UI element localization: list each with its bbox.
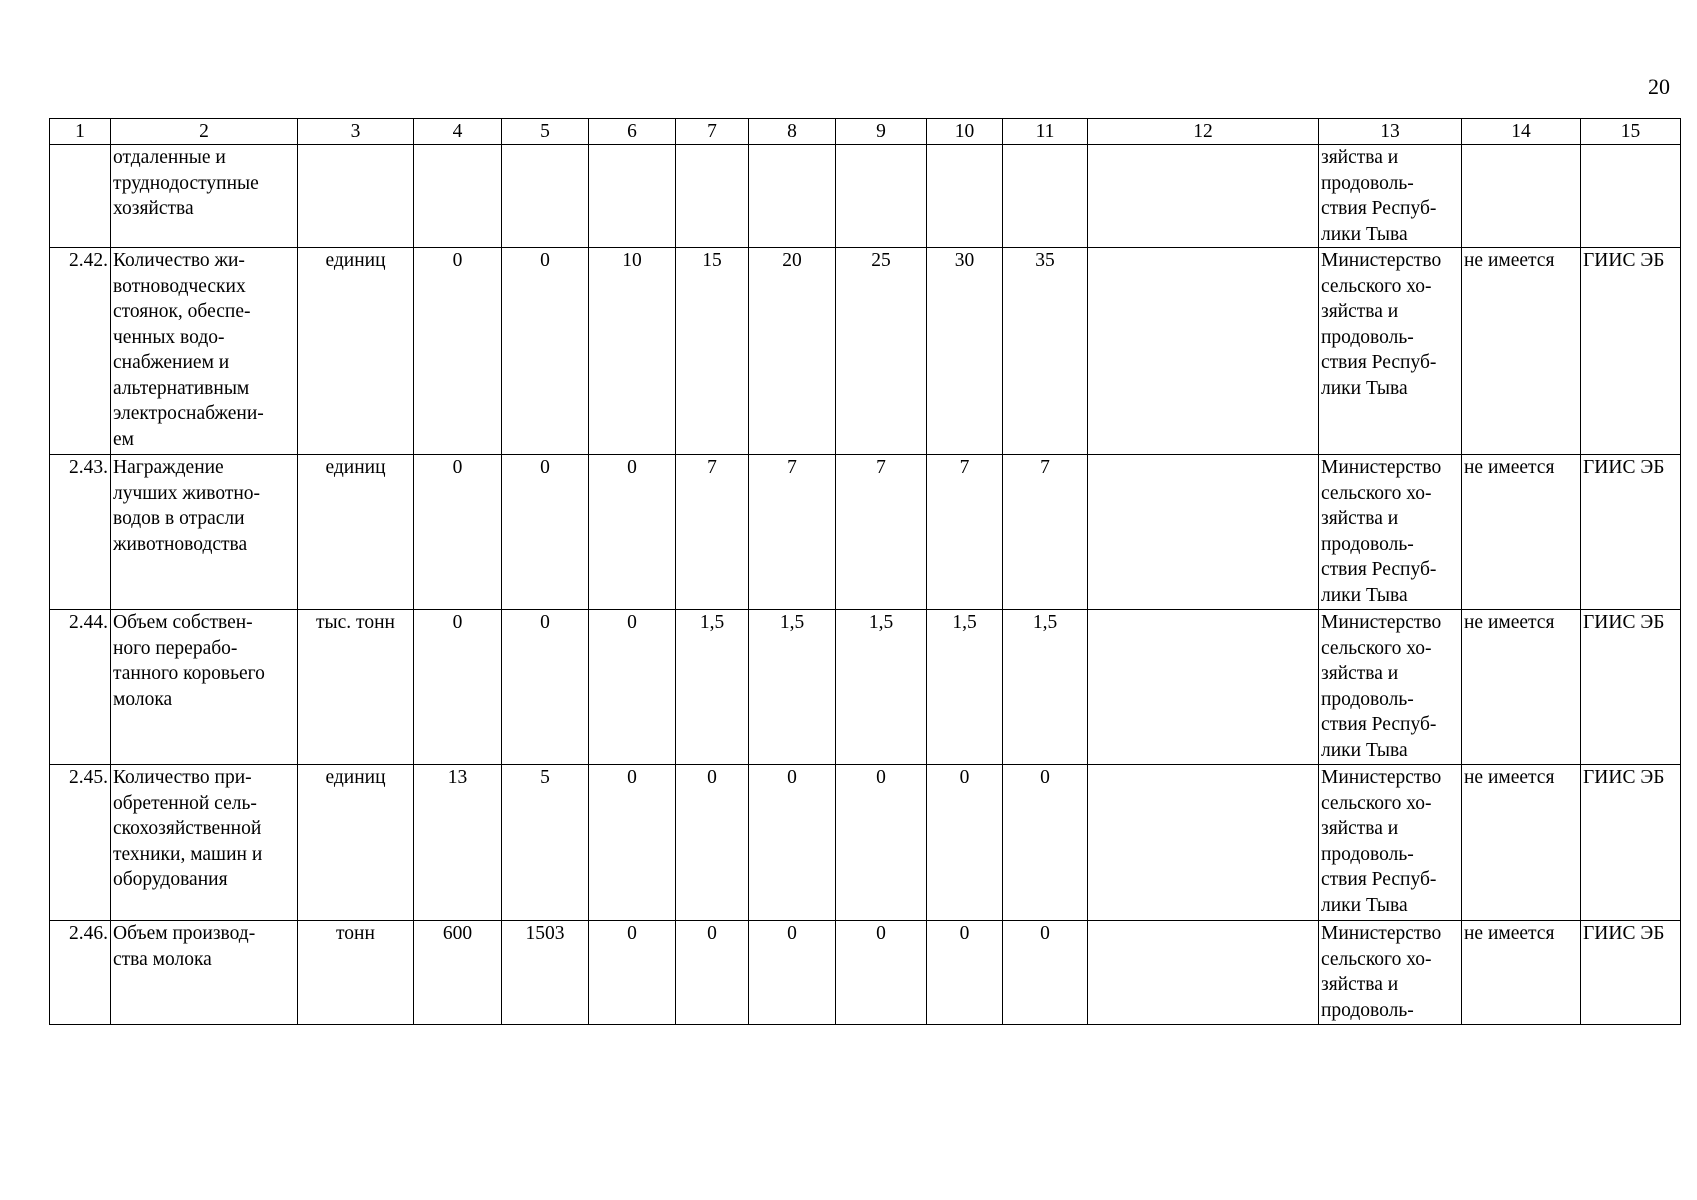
value-cell: 7 <box>749 455 836 610</box>
value-cell: 0 <box>589 765 676 921</box>
value-cell: 13 <box>414 765 502 921</box>
value-cell: 0 <box>927 765 1003 921</box>
indicator-name-cell: отдаленные и труднодоступные хозяйства <box>111 145 298 248</box>
column-number: 8 <box>749 119 836 145</box>
indicator-name-cell: Объем собствен- ного перерабо- танного коровьего молока <box>111 610 298 765</box>
column-number: 6 <box>589 119 676 145</box>
value-cell: 7 <box>927 455 1003 610</box>
value-cell <box>749 145 836 248</box>
info-system-cell: ГИИС ЭБ <box>1581 610 1681 765</box>
column-number: 4 <box>414 119 502 145</box>
value-cell: 600 <box>414 921 502 1025</box>
empty-cell <box>1088 248 1319 455</box>
unit-cell: тонн <box>298 921 414 1025</box>
value-cell: 1,5 <box>676 610 749 765</box>
value-cell: 10 <box>589 248 676 455</box>
unit-cell: единиц <box>298 765 414 921</box>
value-cell: 0 <box>1003 921 1088 1025</box>
value-cell: 0 <box>502 248 589 455</box>
value-cell <box>414 145 502 248</box>
unit-cell: тыс. тонн <box>298 610 414 765</box>
table-row <box>50 765 1681 921</box>
value-cell: 0 <box>502 455 589 610</box>
value-cell: 0 <box>589 921 676 1025</box>
value-cell: 35 <box>1003 248 1088 455</box>
column-number: 9 <box>836 119 927 145</box>
value-cell: 1503 <box>502 921 589 1025</box>
row-number-cell: 2.46. <box>50 921 111 1025</box>
relation-cell: не имеется <box>1462 248 1581 455</box>
unit-cell: единиц <box>298 248 414 455</box>
responsible-body-cell: Министерство сельского хо- зяйства и продоволь- ствия Респуб- лики Тыва <box>1319 610 1462 765</box>
info-system-cell: ГИИС ЭБ <box>1581 765 1681 921</box>
indicator-name-cell: Количество жи- вотноводческих стоянок, обеспе- ченных водо- снабжением и альтернативным электроснабжени- ем <box>111 248 298 455</box>
column-number-row <box>50 119 1681 145</box>
relation-cell: не имеется <box>1462 455 1581 610</box>
indicator-name-cell: Награждение лучших животно- водов в отрасли животноводства <box>111 455 298 610</box>
relation-cell: не имеется <box>1462 921 1581 1025</box>
column-number: 13 <box>1319 119 1462 145</box>
value-cell: 1,5 <box>927 610 1003 765</box>
table-row <box>50 248 1681 455</box>
empty-cell <box>1088 765 1319 921</box>
table-row <box>50 145 1681 248</box>
info-system-cell: ГИИС ЭБ <box>1581 248 1681 455</box>
value-cell: 0 <box>676 765 749 921</box>
value-cell: 5 <box>502 765 589 921</box>
value-cell: 0 <box>414 455 502 610</box>
info-system-cell <box>1581 145 1681 248</box>
page-number: 20 <box>1648 74 1670 99</box>
info-system-cell: ГИИС ЭБ <box>1581 921 1681 1025</box>
value-cell: 20 <box>749 248 836 455</box>
unit-cell <box>298 145 414 248</box>
value-cell <box>589 145 676 248</box>
relation-cell: не имеется <box>1462 610 1581 765</box>
responsible-body-cell: Министерство сельского хо- зяйства и продоволь- <box>1319 921 1462 1025</box>
empty-cell <box>1088 145 1319 248</box>
value-cell: 0 <box>836 765 927 921</box>
row-number-cell: 2.44. <box>50 610 111 765</box>
relation-cell: не имеется <box>1462 765 1581 921</box>
table-row <box>50 921 1681 1025</box>
value-cell: 15 <box>676 248 749 455</box>
responsible-body-cell: Министерство сельского хо- зяйства и продоволь- ствия Респуб- лики Тыва <box>1319 765 1462 921</box>
value-cell <box>502 145 589 248</box>
responsible-body-cell: зяйства и продоволь- ствия Респуб- лики Тыва <box>1319 145 1462 248</box>
value-cell: 0 <box>414 248 502 455</box>
value-cell: 25 <box>836 248 927 455</box>
indicators-table <box>49 118 1681 1025</box>
unit-cell: единиц <box>298 455 414 610</box>
column-number: 10 <box>927 119 1003 145</box>
value-cell: 1,5 <box>749 610 836 765</box>
column-number: 15 <box>1581 119 1681 145</box>
column-number: 14 <box>1462 119 1581 145</box>
info-system-cell: ГИИС ЭБ <box>1581 455 1681 610</box>
value-cell: 0 <box>749 765 836 921</box>
column-number: 3 <box>298 119 414 145</box>
responsible-body-cell: Министерство сельского хо- зяйства и продоволь- ствия Респуб- лики Тыва <box>1319 455 1462 610</box>
value-cell: 1,5 <box>836 610 927 765</box>
relation-cell <box>1462 145 1581 248</box>
value-cell: 7 <box>1003 455 1088 610</box>
empty-cell <box>1088 610 1319 765</box>
value-cell <box>927 145 1003 248</box>
value-cell: 0 <box>414 610 502 765</box>
column-number: 2 <box>111 119 298 145</box>
column-number: 5 <box>502 119 589 145</box>
table-row <box>50 455 1681 610</box>
value-cell <box>1003 145 1088 248</box>
row-number-cell: 2.45. <box>50 765 111 921</box>
empty-cell <box>1088 921 1319 1025</box>
column-number: 11 <box>1003 119 1088 145</box>
value-cell: 0 <box>1003 765 1088 921</box>
value-cell <box>836 145 927 248</box>
row-number-cell <box>50 145 111 248</box>
column-number: 7 <box>676 119 749 145</box>
value-cell: 30 <box>927 248 1003 455</box>
value-cell: 7 <box>836 455 927 610</box>
value-cell: 0 <box>676 921 749 1025</box>
empty-cell <box>1088 455 1319 610</box>
value-cell: 0 <box>589 610 676 765</box>
value-cell: 0 <box>749 921 836 1025</box>
column-number: 1 <box>50 119 111 145</box>
value-cell: 0 <box>836 921 927 1025</box>
responsible-body-cell: Министерство сельского хо- зяйства и продоволь- ствия Респуб- лики Тыва <box>1319 248 1462 455</box>
value-cell <box>676 145 749 248</box>
column-number: 12 <box>1088 119 1319 145</box>
value-cell: 0 <box>589 455 676 610</box>
value-cell: 1,5 <box>1003 610 1088 765</box>
row-number-cell: 2.42. <box>50 248 111 455</box>
table-row <box>50 610 1681 765</box>
indicator-name-cell: Объем производ- ства молока <box>111 921 298 1025</box>
value-cell: 0 <box>502 610 589 765</box>
row-number-cell: 2.43. <box>50 455 111 610</box>
value-cell: 7 <box>676 455 749 610</box>
indicator-name-cell: Количество при- обретенной сель- скохозяйственной техники, машин и оборудования <box>111 765 298 921</box>
value-cell: 0 <box>927 921 1003 1025</box>
